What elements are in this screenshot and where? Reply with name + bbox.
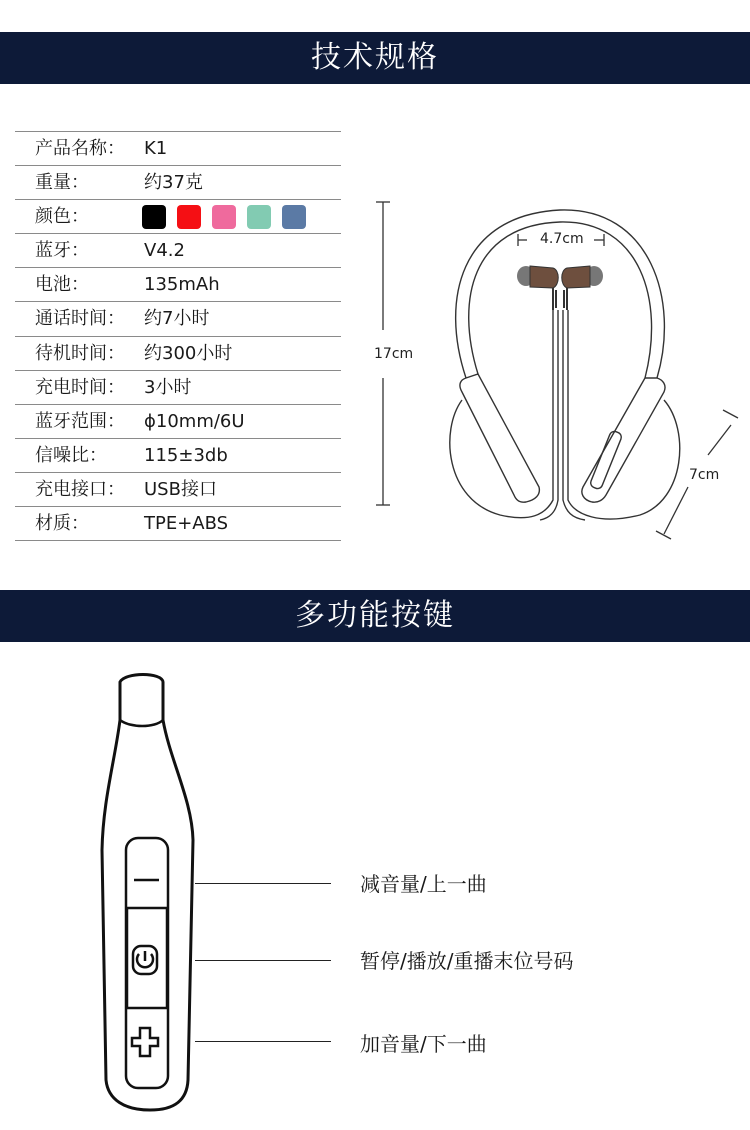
color-swatch	[177, 205, 201, 229]
spec-row	[15, 507, 341, 541]
power-function-label: 暂停/播放/重播末位号码	[360, 949, 574, 973]
depth-dimension-label: 7cm	[689, 467, 720, 483]
spec-label: 通话时间：	[35, 308, 125, 330]
spec-value: 约300小时	[144, 342, 233, 364]
spec-value: 135mAh	[144, 274, 220, 296]
spec-label: 充电时间：	[35, 376, 125, 398]
spec-row	[15, 405, 341, 439]
spec-value: USB接口	[144, 478, 217, 500]
neckband	[450, 210, 680, 520]
height-dimension-label: 17cm	[374, 346, 414, 362]
spec-row	[15, 302, 341, 336]
earbuds	[517, 266, 603, 310]
spec-row	[15, 166, 341, 200]
spec-row	[15, 371, 341, 405]
spec-value: V4.2	[144, 240, 185, 262]
minus-pointer-line	[195, 883, 331, 884]
spec-value: ϕ10mm/6U	[144, 410, 245, 432]
spec-value: 约37克	[144, 172, 203, 194]
spec-label: 颜色：	[35, 206, 89, 228]
spec-label: 信噪比：	[35, 444, 107, 466]
spec-value: K1	[144, 138, 168, 159]
spec-value: 约7小时	[144, 308, 210, 330]
spec-label: 材质：	[35, 513, 89, 535]
spec-label: 产品名称：	[35, 138, 125, 159]
plus-pointer-line	[195, 1041, 331, 1042]
spec-row	[15, 234, 341, 268]
width-dimension-label: 4.7cm	[540, 231, 584, 247]
controller-illustration	[95, 670, 205, 1120]
minus-function-label: 减音量/上一曲	[360, 872, 487, 896]
spec-value: 115±3db	[144, 444, 228, 466]
spec-row	[15, 268, 341, 302]
spec-label: 电池：	[35, 274, 89, 296]
spec-label: 蓝牙范围：	[35, 410, 125, 432]
spec-row	[15, 337, 341, 371]
spec-label: 重量：	[35, 172, 89, 194]
spec-label: 充电接口：	[35, 478, 125, 500]
keys-section-title: 多功能按键	[0, 590, 750, 642]
color-swatch	[247, 205, 271, 229]
spec-row	[15, 473, 341, 507]
spec-label: 蓝牙：	[35, 240, 89, 262]
spec-label: 待机时间：	[35, 342, 125, 364]
spec-row	[15, 132, 341, 166]
color-swatch	[282, 205, 306, 229]
power-pointer-line	[195, 960, 331, 961]
plus-function-label: 加音量/下一曲	[360, 1032, 487, 1056]
spec-value: 3小时	[144, 376, 192, 398]
spec-value: TPE+ABS	[144, 513, 229, 535]
spec-row	[15, 439, 341, 473]
spec-row	[15, 200, 341, 234]
color-swatch	[212, 205, 236, 229]
spec-table	[15, 131, 341, 541]
color-swatches	[142, 205, 306, 229]
specs-section-title: 技术规格	[0, 32, 750, 84]
color-swatch	[142, 205, 166, 229]
